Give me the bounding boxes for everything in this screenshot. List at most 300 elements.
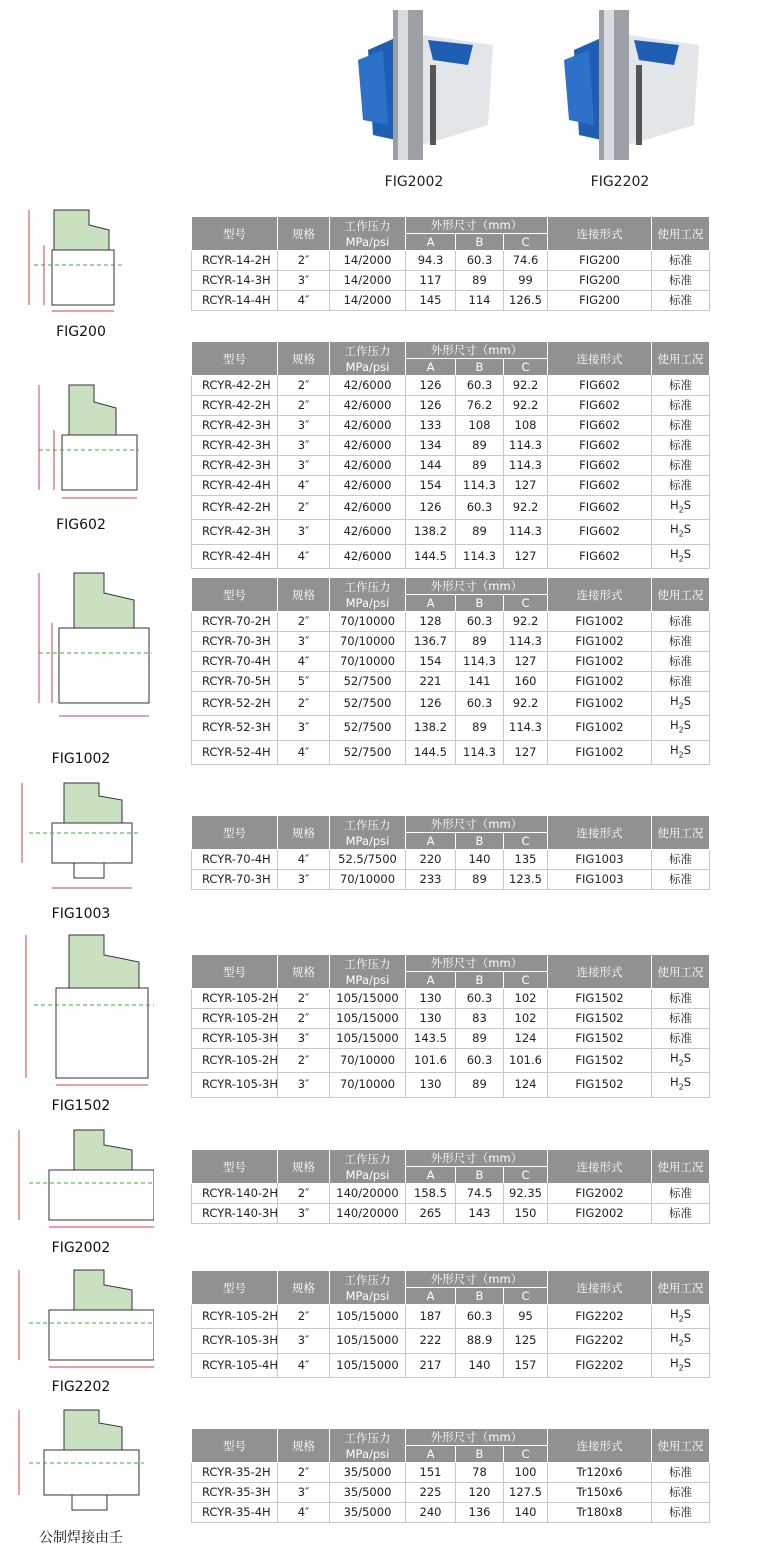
header-pressure	[330, 1150, 406, 1184]
connection-cell: Tr150x6	[548, 1483, 652, 1503]
size-cell: 4″	[278, 740, 330, 764]
dim-c-cell: 160	[504, 672, 548, 692]
connection-cell: FIG602	[548, 476, 652, 496]
pressure-cell: 52/7500	[330, 716, 406, 740]
header-pressure-label: 工作压力	[344, 1151, 391, 1166]
dim-a-cell: 136.7	[406, 632, 456, 652]
pressure-cell: 105/15000	[330, 989, 406, 1009]
table-row	[192, 476, 710, 496]
pressure-cell: 70/10000	[330, 870, 406, 890]
header-pressure-label: 工作压力	[344, 218, 391, 233]
table-row	[192, 376, 710, 396]
table-row	[192, 632, 710, 652]
pressure-cell: 42/6000	[330, 416, 406, 436]
condition-cell: 标准	[652, 376, 710, 396]
dim-a-cell: 151	[406, 1463, 456, 1483]
condition-cell: $H_2S$	[652, 1329, 710, 1353]
dim-a-cell: 126	[406, 376, 456, 396]
dim-b-cell: 114	[456, 291, 504, 311]
dim-a-cell: 158.5	[406, 1184, 456, 1204]
dim-c-cell: 135	[504, 850, 548, 870]
union-product-image-fig2002	[338, 5, 498, 165]
dim-b-cell: 114.3	[456, 476, 504, 496]
dim-a-cell: 130	[406, 989, 456, 1009]
dim-a-cell: 128	[406, 612, 456, 632]
table-row	[192, 716, 710, 740]
dim-c-cell: 150	[504, 1204, 548, 1224]
model-cell: RCYR-140-2H	[192, 1184, 278, 1204]
header-connection: 连接形式	[548, 217, 652, 251]
fig-label-fig1002: FIG1002	[51, 751, 111, 767]
spec-table-fig1003	[191, 815, 710, 890]
model-cell: RCYR-42-4H	[192, 476, 278, 496]
size-cell: 2″	[278, 251, 330, 271]
fig-label-metric-weld-union: 公制焊接由壬	[39, 1530, 123, 1546]
dim-b-cell: 89	[456, 1073, 504, 1097]
pressure-cell: 35/5000	[330, 1463, 406, 1483]
condition-cell: $H_2S$	[652, 1073, 710, 1097]
drawing-fig1502	[14, 930, 154, 1090]
dim-c-cell: 108	[504, 416, 548, 436]
dim-b-cell: 60.3	[456, 1305, 504, 1329]
model-cell: RCYR-52-3H	[192, 716, 278, 740]
dim-c-cell: 74.6	[504, 251, 548, 271]
size-cell: 3″	[278, 456, 330, 476]
pressure-cell: 70/10000	[330, 632, 406, 652]
header-dim-a: A	[406, 1446, 456, 1463]
model-cell: RCYR-70-4H	[192, 850, 278, 870]
condition-cell: $H_2S$	[652, 692, 710, 716]
dim-c-cell: 140	[504, 1503, 548, 1523]
drawing-fig1003	[14, 778, 144, 893]
pressure-cell: 70/10000	[330, 1049, 406, 1073]
size-cell: 2″	[278, 612, 330, 632]
table-row	[192, 544, 710, 568]
condition-cell: 标准	[652, 1204, 710, 1224]
header-connection: 连接形式	[548, 1271, 652, 1305]
header-connection: 连接形式	[548, 816, 652, 850]
size-cell: 3″	[278, 1329, 330, 1353]
table-row	[192, 416, 710, 436]
fig-label-fig2002: FIG2002	[51, 1240, 111, 1256]
condition-cell: 标准	[652, 850, 710, 870]
connection-cell: FIG1502	[548, 1029, 652, 1049]
pressure-cell: 105/15000	[330, 1009, 406, 1029]
spec-table-fig2002	[191, 1149, 710, 1224]
condition-cell: 标准	[652, 416, 710, 436]
size-cell: 4″	[278, 850, 330, 870]
size-cell: 3″	[278, 1073, 330, 1097]
dim-c-cell: 125	[504, 1329, 548, 1353]
dim-a-cell: 134	[406, 436, 456, 456]
dim-a-cell: 130	[406, 1073, 456, 1097]
header-size: 规格	[278, 1429, 330, 1463]
pressure-cell: 42/6000	[330, 456, 406, 476]
pressure-cell: 70/10000	[330, 612, 406, 632]
dim-a-cell: 144.5	[406, 740, 456, 764]
header-dims: 外形尺寸（mm）	[406, 955, 548, 972]
header-model: 型号	[192, 816, 278, 850]
header-dim-a: A	[406, 234, 456, 251]
table-row	[192, 1353, 710, 1377]
dim-b-cell: 83	[456, 1009, 504, 1029]
condition-cell: 标准	[652, 1503, 710, 1523]
size-cell: 2″	[278, 496, 330, 520]
header-dim-b: B	[456, 595, 504, 612]
connection-cell: FIG2002	[548, 1184, 652, 1204]
condition-cell: 标准	[652, 612, 710, 632]
header-dims: 外形尺寸（mm）	[406, 1150, 548, 1167]
table-row	[192, 456, 710, 476]
table-row	[192, 692, 710, 716]
model-cell: RCYR-35-2H	[192, 1463, 278, 1483]
hero-caption-fig2002: FIG2002	[384, 174, 444, 190]
table-row	[192, 1305, 710, 1329]
connection-cell: FIG1003	[548, 870, 652, 890]
model-cell: RCYR-105-3H	[192, 1329, 278, 1353]
dim-b-cell: 114.3	[456, 652, 504, 672]
model-cell: RCYR-70-3H	[192, 632, 278, 652]
size-cell: 3″	[278, 520, 330, 544]
condition-cell: $H_2S$	[652, 544, 710, 568]
dim-a-cell: 187	[406, 1305, 456, 1329]
header-dim-b: B	[456, 1288, 504, 1305]
size-cell: 2″	[278, 692, 330, 716]
dim-a-cell: 138.2	[406, 520, 456, 544]
connection-cell: FIG602	[548, 520, 652, 544]
connection-cell: FIG602	[548, 544, 652, 568]
dim-b-cell: 88.9	[456, 1329, 504, 1353]
header-condition: 使用工况	[652, 816, 710, 850]
header-pressure	[330, 816, 406, 850]
dim-c-cell: 114.3	[504, 456, 548, 476]
header-size: 规格	[278, 816, 330, 850]
header-pressure-label: 工作压力	[344, 956, 391, 971]
size-cell: 4″	[278, 1353, 330, 1377]
dim-b-cell: 89	[456, 1029, 504, 1049]
drawing-fig200	[14, 205, 134, 315]
condition-cell: 标准	[652, 251, 710, 271]
table-row	[192, 1029, 710, 1049]
spec-table-metric-weld-union	[191, 1428, 710, 1523]
pressure-cell: 140/20000	[330, 1204, 406, 1224]
condition-cell: 标准	[652, 989, 710, 1009]
dim-c-cell: 126.5	[504, 291, 548, 311]
connection-cell: FIG2202	[548, 1353, 652, 1377]
dim-a-cell: 217	[406, 1353, 456, 1377]
table-row	[192, 612, 710, 632]
model-cell: RCYR-14-3H	[192, 271, 278, 291]
condition-cell: 标准	[652, 870, 710, 890]
pressure-cell: 105/15000	[330, 1029, 406, 1049]
connection-cell: FIG1002	[548, 652, 652, 672]
spec-table-fig602	[191, 341, 710, 569]
condition-cell: $H_2S$	[652, 520, 710, 544]
condition-cell: 标准	[652, 456, 710, 476]
drawing-fig2002	[14, 1125, 154, 1235]
header-model: 型号	[192, 578, 278, 612]
model-cell: RCYR-105-3H	[192, 1073, 278, 1097]
condition-cell: 标准	[652, 1463, 710, 1483]
condition-cell: 标准	[652, 1184, 710, 1204]
pressure-cell: 35/5000	[330, 1503, 406, 1523]
dim-c-cell: 127	[504, 740, 548, 764]
dim-b-cell: 114.3	[456, 544, 504, 568]
union-product-image-fig2202	[544, 5, 704, 165]
model-cell: RCYR-42-3H	[192, 416, 278, 436]
table-row	[192, 291, 710, 311]
size-cell: 3″	[278, 632, 330, 652]
pressure-cell: 105/15000	[330, 1329, 406, 1353]
table-row	[192, 1184, 710, 1204]
size-cell: 3″	[278, 416, 330, 436]
table-row	[192, 1503, 710, 1523]
pressure-cell: 70/10000	[330, 652, 406, 672]
header-dim-c: C	[504, 595, 548, 612]
header-connection: 连接形式	[548, 342, 652, 376]
model-cell: RCYR-140-3H	[192, 1204, 278, 1224]
size-cell: 3″	[278, 1029, 330, 1049]
dim-b-cell: 89	[456, 456, 504, 476]
dim-c-cell: 157	[504, 1353, 548, 1377]
dim-c-cell: 127	[504, 652, 548, 672]
pressure-cell: 140/20000	[330, 1184, 406, 1204]
table-row	[192, 1329, 710, 1353]
dim-a-cell: 126	[406, 496, 456, 520]
header-dim-c: C	[504, 1288, 548, 1305]
header-condition: 使用工况	[652, 1271, 710, 1305]
header-dim-c: C	[504, 972, 548, 989]
connection-cell: FIG602	[548, 496, 652, 520]
drawing-fig2202	[14, 1265, 154, 1375]
header-dim-c: C	[504, 1167, 548, 1184]
connection-cell: Tr120x6	[548, 1463, 652, 1483]
header-dim-c: C	[504, 1446, 548, 1463]
condition-cell: $H_2S$	[652, 1049, 710, 1073]
dim-b-cell: 78	[456, 1463, 504, 1483]
header-size: 规格	[278, 217, 330, 251]
table-row	[192, 1463, 710, 1483]
condition-cell: $H_2S$	[652, 496, 710, 520]
size-cell: 4″	[278, 544, 330, 568]
table-row	[192, 1204, 710, 1224]
table-row	[192, 652, 710, 672]
dim-b-cell: 89	[456, 271, 504, 291]
size-cell: 2″	[278, 989, 330, 1009]
header-dims: 外形尺寸（mm）	[406, 1429, 548, 1446]
dim-b-cell: 120	[456, 1483, 504, 1503]
header-dims: 外形尺寸（mm）	[406, 816, 548, 833]
size-cell: 3″	[278, 271, 330, 291]
pressure-cell: 14/2000	[330, 271, 406, 291]
dim-b-cell: 141	[456, 672, 504, 692]
model-cell: RCYR-52-2H	[192, 692, 278, 716]
drawing-fig602	[14, 380, 144, 505]
dim-a-cell: 117	[406, 271, 456, 291]
dim-a-cell: 126	[406, 396, 456, 416]
model-cell: RCYR-42-3H	[192, 436, 278, 456]
dim-b-cell: 140	[456, 1353, 504, 1377]
header-dims: 外形尺寸（mm）	[406, 1271, 548, 1288]
header-size: 规格	[278, 578, 330, 612]
dim-b-cell: 60.3	[456, 692, 504, 716]
table-row	[192, 496, 710, 520]
condition-cell: 标准	[652, 1483, 710, 1503]
model-cell: RCYR-42-2H	[192, 376, 278, 396]
dim-b-cell: 60.3	[456, 612, 504, 632]
dim-a-cell: 130	[406, 1009, 456, 1029]
connection-cell: FIG602	[548, 436, 652, 456]
dim-a-cell: 225	[406, 1483, 456, 1503]
spec-table-fig1002	[191, 577, 710, 765]
model-cell: RCYR-105-2H	[192, 1009, 278, 1029]
header-pressure-unit: MPa/psi	[345, 359, 390, 374]
dim-a-cell: 265	[406, 1204, 456, 1224]
size-cell: 3″	[278, 436, 330, 456]
dim-c-cell: 92.35	[504, 1184, 548, 1204]
dim-c-cell: 124	[504, 1029, 548, 1049]
connection-cell: FIG1502	[548, 1049, 652, 1073]
header-dim-a: A	[406, 595, 456, 612]
dim-c-cell: 100	[504, 1463, 548, 1483]
connection-cell: FIG1002	[548, 740, 652, 764]
dim-a-cell: 144	[406, 456, 456, 476]
dim-c-cell: 92.2	[504, 612, 548, 632]
connection-cell: FIG1502	[548, 1009, 652, 1029]
dim-b-cell: 89	[456, 520, 504, 544]
dim-b-cell: 60.3	[456, 1049, 504, 1073]
size-cell: 3″	[278, 716, 330, 740]
connection-cell: FIG1002	[548, 632, 652, 652]
header-pressure-label: 工作压力	[344, 343, 391, 358]
dim-b-cell: 89	[456, 632, 504, 652]
model-cell: RCYR-52-4H	[192, 740, 278, 764]
spec-table-fig1502	[191, 954, 710, 1098]
table-row	[192, 520, 710, 544]
size-cell: 2″	[278, 1305, 330, 1329]
dim-c-cell: 101.6	[504, 1049, 548, 1073]
header-pressure-unit: MPa/psi	[345, 1288, 390, 1303]
spec-table-fig200	[191, 216, 710, 311]
size-cell: 2″	[278, 1463, 330, 1483]
header-dim-c: C	[504, 359, 548, 376]
table-row	[192, 396, 710, 416]
connection-cell: FIG1002	[548, 612, 652, 632]
model-cell: RCYR-42-3H	[192, 520, 278, 544]
dim-c-cell: 114.3	[504, 436, 548, 456]
pressure-cell: 14/2000	[330, 291, 406, 311]
pressure-cell: 52.5/7500	[330, 850, 406, 870]
header-dim-c: C	[504, 234, 548, 251]
header-dims: 外形尺寸（mm）	[406, 342, 548, 359]
connection-cell: FIG200	[548, 271, 652, 291]
pressure-cell: 52/7500	[330, 672, 406, 692]
pressure-cell: 42/6000	[330, 520, 406, 544]
header-dim-a: A	[406, 359, 456, 376]
table-row	[192, 989, 710, 1009]
size-cell: 3″	[278, 1483, 330, 1503]
dim-a-cell: 101.6	[406, 1049, 456, 1073]
condition-cell: $H_2S$	[652, 1353, 710, 1377]
pressure-cell: 42/6000	[330, 396, 406, 416]
header-pressure-label: 工作压力	[344, 817, 391, 832]
header-condition: 使用工况	[652, 955, 710, 989]
dim-a-cell: 154	[406, 476, 456, 496]
fig-label-fig200: FIG200	[56, 324, 106, 340]
dim-a-cell: 220	[406, 850, 456, 870]
size-cell: 4″	[278, 476, 330, 496]
condition-cell: 标准	[652, 652, 710, 672]
connection-cell: FIG2202	[548, 1305, 652, 1329]
header-pressure	[330, 217, 406, 251]
dim-c-cell: 102	[504, 1009, 548, 1029]
header-connection: 连接形式	[548, 1429, 652, 1463]
connection-cell: FIG1002	[548, 716, 652, 740]
dim-c-cell: 92.2	[504, 396, 548, 416]
header-pressure-label: 工作压力	[344, 1430, 391, 1445]
pressure-cell: 70/10000	[330, 1073, 406, 1097]
size-cell: 2″	[278, 376, 330, 396]
header-dim-a: A	[406, 972, 456, 989]
header-dim-b: B	[456, 972, 504, 989]
dim-b-cell: 143	[456, 1204, 504, 1224]
connection-cell: FIG2202	[548, 1329, 652, 1353]
size-cell: 4″	[278, 1503, 330, 1523]
header-connection: 连接形式	[548, 578, 652, 612]
header-condition: 使用工况	[652, 217, 710, 251]
model-cell: RCYR-105-2H	[192, 1305, 278, 1329]
table-row	[192, 1009, 710, 1029]
header-size: 规格	[278, 1150, 330, 1184]
header-pressure	[330, 1429, 406, 1463]
condition-cell: 标准	[652, 396, 710, 416]
dim-b-cell: 76.2	[456, 396, 504, 416]
connection-cell: FIG1003	[548, 850, 652, 870]
header-pressure-unit: MPa/psi	[345, 595, 390, 610]
hero-caption-fig2202: FIG2202	[590, 174, 650, 190]
dim-a-cell: 138.2	[406, 716, 456, 740]
header-connection: 连接形式	[548, 1150, 652, 1184]
dim-a-cell: 126	[406, 692, 456, 716]
size-cell: 2″	[278, 396, 330, 416]
pressure-cell: 42/6000	[330, 436, 406, 456]
dim-a-cell: 233	[406, 870, 456, 890]
condition-cell: $H_2S$	[652, 740, 710, 764]
fig-label-fig1003: FIG1003	[51, 906, 111, 922]
model-cell: RCYR-105-2H	[192, 989, 278, 1009]
header-pressure	[330, 955, 406, 989]
dim-b-cell: 60.3	[456, 251, 504, 271]
header-model: 型号	[192, 955, 278, 989]
model-cell: RCYR-70-2H	[192, 612, 278, 632]
dim-a-cell: 221	[406, 672, 456, 692]
header-model: 型号	[192, 1150, 278, 1184]
header-pressure-unit: MPa/psi	[345, 833, 390, 848]
size-cell: 2″	[278, 1009, 330, 1029]
dim-c-cell: 127	[504, 476, 548, 496]
dim-b-cell: 60.3	[456, 376, 504, 396]
dim-b-cell: 140	[456, 850, 504, 870]
connection-cell: FIG1502	[548, 989, 652, 1009]
table-row	[192, 850, 710, 870]
header-pressure	[330, 578, 406, 612]
header-dims: 外形尺寸（mm）	[406, 578, 548, 595]
header-pressure	[330, 342, 406, 376]
model-cell: RCYR-35-4H	[192, 1503, 278, 1523]
dim-c-cell: 114.3	[504, 520, 548, 544]
header-pressure-unit: MPa/psi	[345, 1167, 390, 1182]
spec-table-fig2202	[191, 1270, 710, 1378]
